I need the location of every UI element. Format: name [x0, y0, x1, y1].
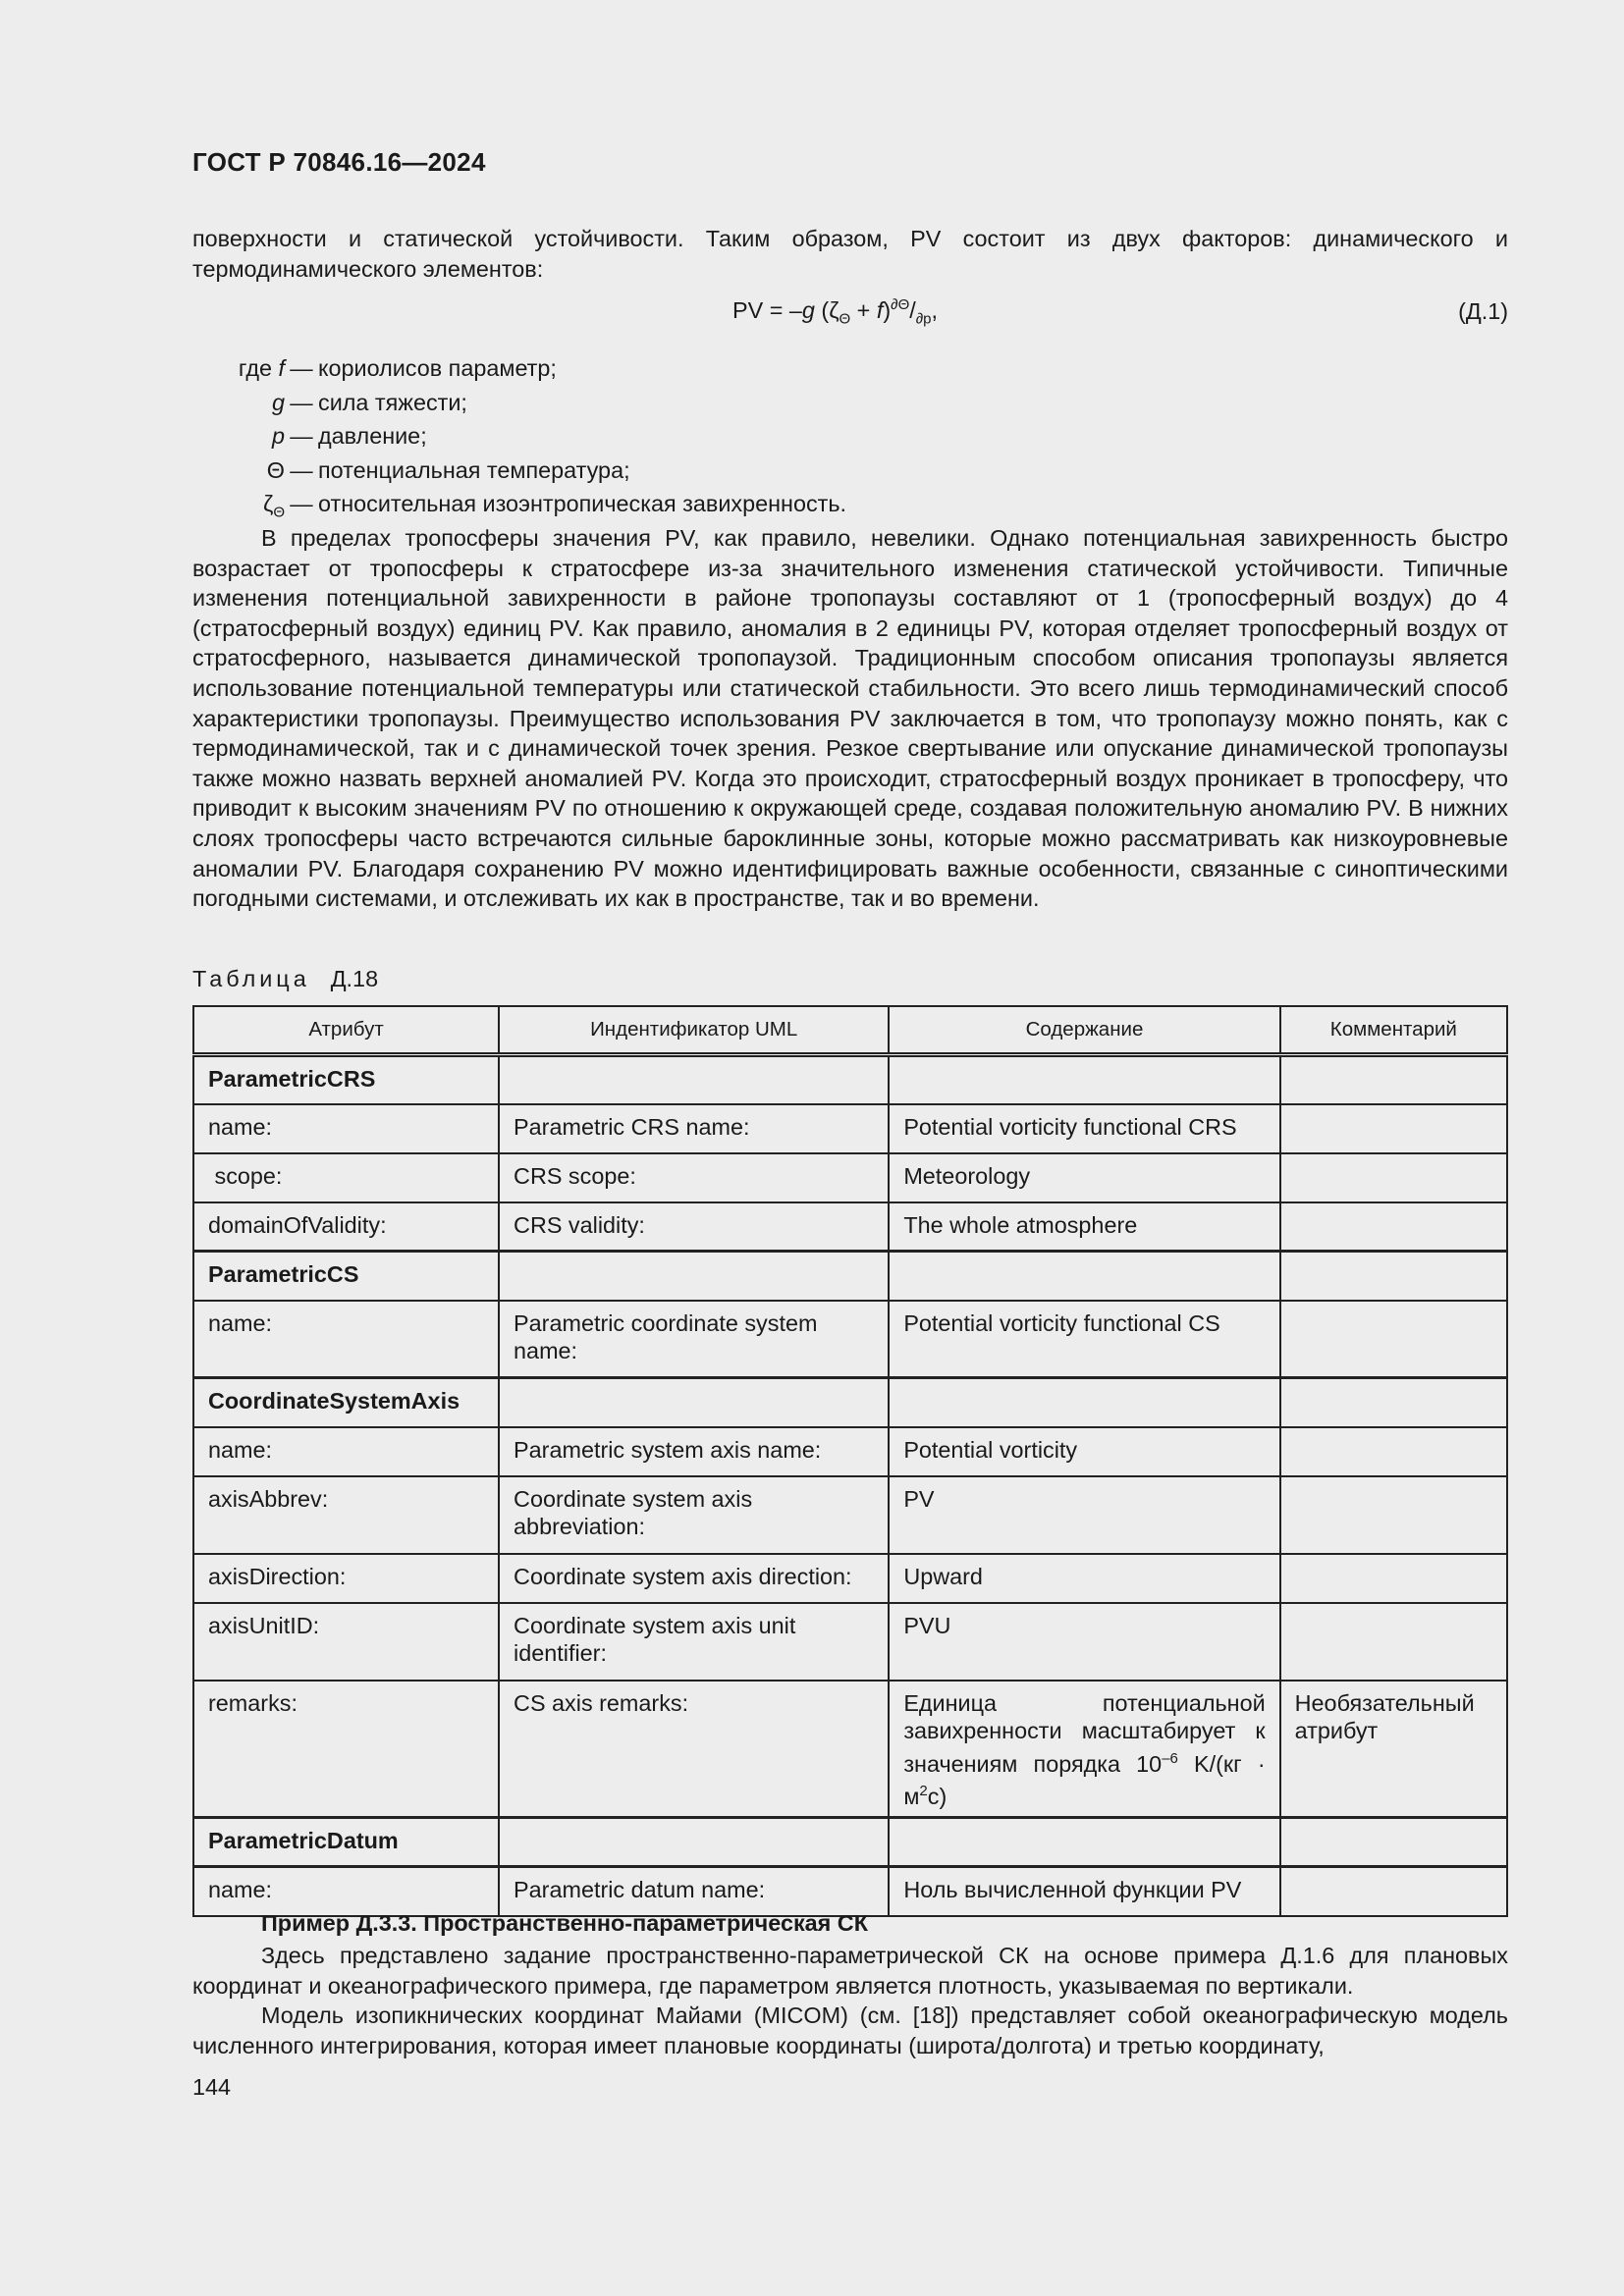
- formula-d1: [732, 296, 938, 327]
- cell-attribute: axisDirection:: [193, 1554, 499, 1603]
- cell-uml-identifier: [499, 1378, 889, 1427]
- table-row: [193, 1603, 1507, 1681]
- cell-attribute: ParametricCS: [193, 1252, 499, 1301]
- cell-uml-identifier: Coordinate system axis abbreviation:: [499, 1476, 889, 1554]
- variable-description: кориолисов параметр;: [318, 355, 557, 381]
- header-comment: Комментарий: [1280, 1006, 1507, 1055]
- cell-content: PV: [889, 1476, 1279, 1554]
- table-row: [193, 1554, 1507, 1603]
- header-content: Содержание: [889, 1006, 1279, 1055]
- cell-attribute: domainOfValidity:: [193, 1202, 499, 1252]
- table-caption-word: Таблица: [192, 966, 310, 991]
- variable-definition: [192, 386, 846, 420]
- variable-description: сила тяжести;: [318, 389, 467, 415]
- remarks-text-part2: K/(кг · м: [903, 1750, 1266, 1809]
- variable-definitions: [192, 351, 846, 530]
- body-paragraph: В пределах тропосферы значения PV, как правило, невелики. Однако потенциальная завихренность быстро возрастает от тропосферы к стратосфере из-за значительного изменения статической устойчивости. Типичные изменения потенциальной завихренности в районе тропопаузы составляют от 1 (тропосферный воздух) до 4 (стратосферный воздух) единиц PV. Как правило, аномалия в 2 единицы PV, которая отделяет тропосферный воздух от стратосферного, называется динамической тропопаузой. Традиционным способом описания тропопаузы является использование потенциальной температуры или статической стабильности. Это всего лишь термодинамический способ характеристики тропопаузы. Преимущество использования PV заключается в том, что тропопаузу можно понять, как с термодинамической, так и с динамической точек зрения. Резкое свертывание или опускание динамической тропопаузы также можно назвать верхней аномалией PV. Когда это происходит, стратосферный воздух проникает в тропосферу, что приводит к высоким значениям PV по отношению к окружающей среде, создавая положительную аномалию PV. В нижних слоях тропосферы часто встречаются сильные бароклинные зоны, которые можно рассматривать как низкоуровневые аномалии PV. Благодаря сохранению PV можно идентифицировать важные особенности, связанные с синоптическими погодными системами, и отслеживать их как в пространстве, так и во времени.: [192, 525, 1508, 912]
- cell-content: Meteorology: [889, 1153, 1279, 1202]
- document-header: ГОСТ Р 70846.16—2024: [192, 147, 486, 177]
- table-row: [193, 1681, 1507, 1818]
- cell-comment: [1280, 1476, 1507, 1554]
- header-uml-identifier: Индентификатор UML: [499, 1006, 889, 1055]
- remarks-exponent: –6: [1162, 1749, 1178, 1767]
- variable-symbol: ζ: [263, 491, 274, 516]
- table-row: [193, 1867, 1507, 1916]
- formula-plus: +: [850, 296, 877, 323]
- cell-attribute: name:: [193, 1427, 499, 1476]
- cell-comment: [1280, 1055, 1507, 1104]
- cell-content: PVU: [889, 1603, 1279, 1681]
- cell-attribute: CoordinateSystemAxis: [193, 1378, 499, 1427]
- table-header-row: [193, 1006, 1507, 1055]
- cell-content: Potential vorticity: [889, 1427, 1279, 1476]
- formula-slash: /: [909, 296, 916, 323]
- formula-paren-open: (: [814, 296, 830, 323]
- variable-symbol-sub: Θ: [273, 504, 285, 521]
- cell-content: Potential vorticity functional CRS: [889, 1104, 1279, 1153]
- cell-comment: [1280, 1252, 1507, 1301]
- cell-uml-identifier: [499, 1818, 889, 1867]
- table-row: [193, 1202, 1507, 1252]
- table-section-row: [193, 1252, 1507, 1301]
- cell-comment: [1280, 1867, 1507, 1916]
- variable-description: давление;: [318, 423, 427, 449]
- table-row: [193, 1153, 1507, 1202]
- cell-uml-identifier: Parametric CRS name:: [499, 1104, 889, 1153]
- table-caption: [192, 966, 378, 992]
- table-caption-number: Д.18: [330, 966, 379, 991]
- formula-zeta-sub: Θ: [839, 310, 851, 328]
- variable-description: потенциальная температура;: [318, 456, 630, 483]
- cell-comment: [1280, 1378, 1507, 1427]
- table-section-row: [193, 1818, 1507, 1867]
- where-prefix: где: [238, 355, 279, 381]
- cell-comment: [1280, 1153, 1507, 1202]
- table-row: [193, 1476, 1507, 1554]
- remarks-square: 2: [919, 1782, 928, 1799]
- example-title: Пример Д.3.3. Пространственно-параметрическая СК: [261, 1910, 868, 1936]
- formula-lhs: PV = –: [732, 296, 802, 323]
- page-number: 144: [192, 2074, 232, 2100]
- cell-comment: [1280, 1202, 1507, 1252]
- cell-uml-identifier: Parametric datum name:: [499, 1867, 889, 1916]
- cell-attribute: name:: [193, 1301, 499, 1378]
- cell-attribute: name:: [193, 1867, 499, 1916]
- definition-dash: —: [290, 456, 313, 483]
- definition-dash: —: [290, 355, 313, 381]
- cell-uml-identifier: CRS validity:: [499, 1202, 889, 1252]
- formula-numerator: ∂Θ: [891, 296, 910, 313]
- cell-uml-identifier: Coordinate system axis direction:: [499, 1554, 889, 1603]
- cell-comment: [1280, 1427, 1507, 1476]
- cell-content: Potential vorticity functional CS: [889, 1301, 1279, 1378]
- variable-symbol: p: [271, 423, 285, 449]
- cell-content: The whole atmosphere: [889, 1202, 1279, 1252]
- cell-uml-identifier: Coordinate system axis unit identifier:: [499, 1603, 889, 1681]
- example-paragraph-1: Здесь представлено задание пространственно-параметрической СК на основе примера Д.1.6 для плановых координат и океанографического примера, где параметром является плотность, указываемая по вертикали.: [192, 1943, 1508, 1999]
- intro-paragraph: поверхности и статической устойчивости. Таким образом, PV состоит из двух факторов: динамического и термодинамического элементов:: [192, 226, 1508, 282]
- definition-dash: —: [290, 423, 313, 449]
- example-paragraph-2: Модель изопикнических координат Майами (MICOM) (см. [18]) представляет собой океанографическую модель численного интегрирования, которая имеет плановые координаты (широта/долгота) и третью координату,: [192, 2002, 1508, 2058]
- variable-definition: [192, 351, 846, 386]
- cell-attribute: ParametricCRS: [193, 1055, 499, 1104]
- cell-content: [889, 1681, 1279, 1818]
- cell-attribute: ParametricDatum: [193, 1818, 499, 1867]
- cell-attribute: remarks:: [193, 1681, 499, 1818]
- variable-definition: [192, 419, 846, 454]
- cell-uml-identifier: Parametric coordinate system name:: [499, 1301, 889, 1378]
- table-row: [193, 1427, 1507, 1476]
- cell-uml-identifier: [499, 1055, 889, 1104]
- definition-dash: —: [290, 491, 313, 516]
- uml-table: [192, 1005, 1508, 1917]
- formula-f: f: [876, 296, 884, 323]
- formula-comma: ,: [931, 296, 939, 323]
- header-attribute: Атрибут: [193, 1006, 499, 1055]
- cell-attribute: axisAbbrev:: [193, 1476, 499, 1554]
- equation-number: (Д.1): [1458, 298, 1508, 324]
- table-section-row: [193, 1055, 1507, 1104]
- variable-definition: [192, 454, 846, 488]
- cell-comment: [1280, 1301, 1507, 1378]
- cell-uml-identifier: CS axis remarks:: [499, 1681, 889, 1818]
- variable-symbol: f: [278, 355, 285, 381]
- cell-content: [889, 1818, 1279, 1867]
- formula-paren-close: ): [883, 296, 892, 323]
- cell-attribute: name:: [193, 1104, 499, 1153]
- formula-denominator: ∂p: [915, 310, 932, 328]
- remarks-text-part3: с): [927, 1783, 947, 1809]
- table-row: [193, 1104, 1507, 1153]
- cell-comment: [1280, 1603, 1507, 1681]
- cell-content: Ноль вычисленной функции PV: [889, 1867, 1279, 1916]
- table-row: [193, 1301, 1507, 1378]
- cell-content: [889, 1252, 1279, 1301]
- formula-zeta: ζ: [829, 296, 839, 323]
- variable-symbol: g: [271, 389, 285, 415]
- cell-content: [889, 1378, 1279, 1427]
- cell-comment: [1280, 1104, 1507, 1153]
- cell-content: [889, 1055, 1279, 1104]
- cell-attribute: axisUnitID:: [193, 1603, 499, 1681]
- definition-dash: —: [290, 389, 313, 415]
- cell-uml-identifier: CRS scope:: [499, 1153, 889, 1202]
- cell-attribute: scope:: [193, 1153, 499, 1202]
- remarks-text-part1: Единица потенциальной завихренности масштабирует к значениям порядка 10: [903, 1689, 1266, 1777]
- table-section-row: [193, 1378, 1507, 1427]
- cell-uml-identifier: [499, 1252, 889, 1301]
- cell-content: Upward: [889, 1554, 1279, 1603]
- variable-description: относительная изоэнтропическая завихренность.: [318, 491, 847, 516]
- cell-uml-identifier: Parametric system axis name:: [499, 1427, 889, 1476]
- variable-symbol: Θ: [266, 456, 285, 483]
- cell-comment: [1280, 1554, 1507, 1603]
- formula-g: g: [801, 296, 815, 323]
- cell-comment: Необязательный атрибут: [1280, 1681, 1507, 1818]
- cell-comment: [1280, 1818, 1507, 1867]
